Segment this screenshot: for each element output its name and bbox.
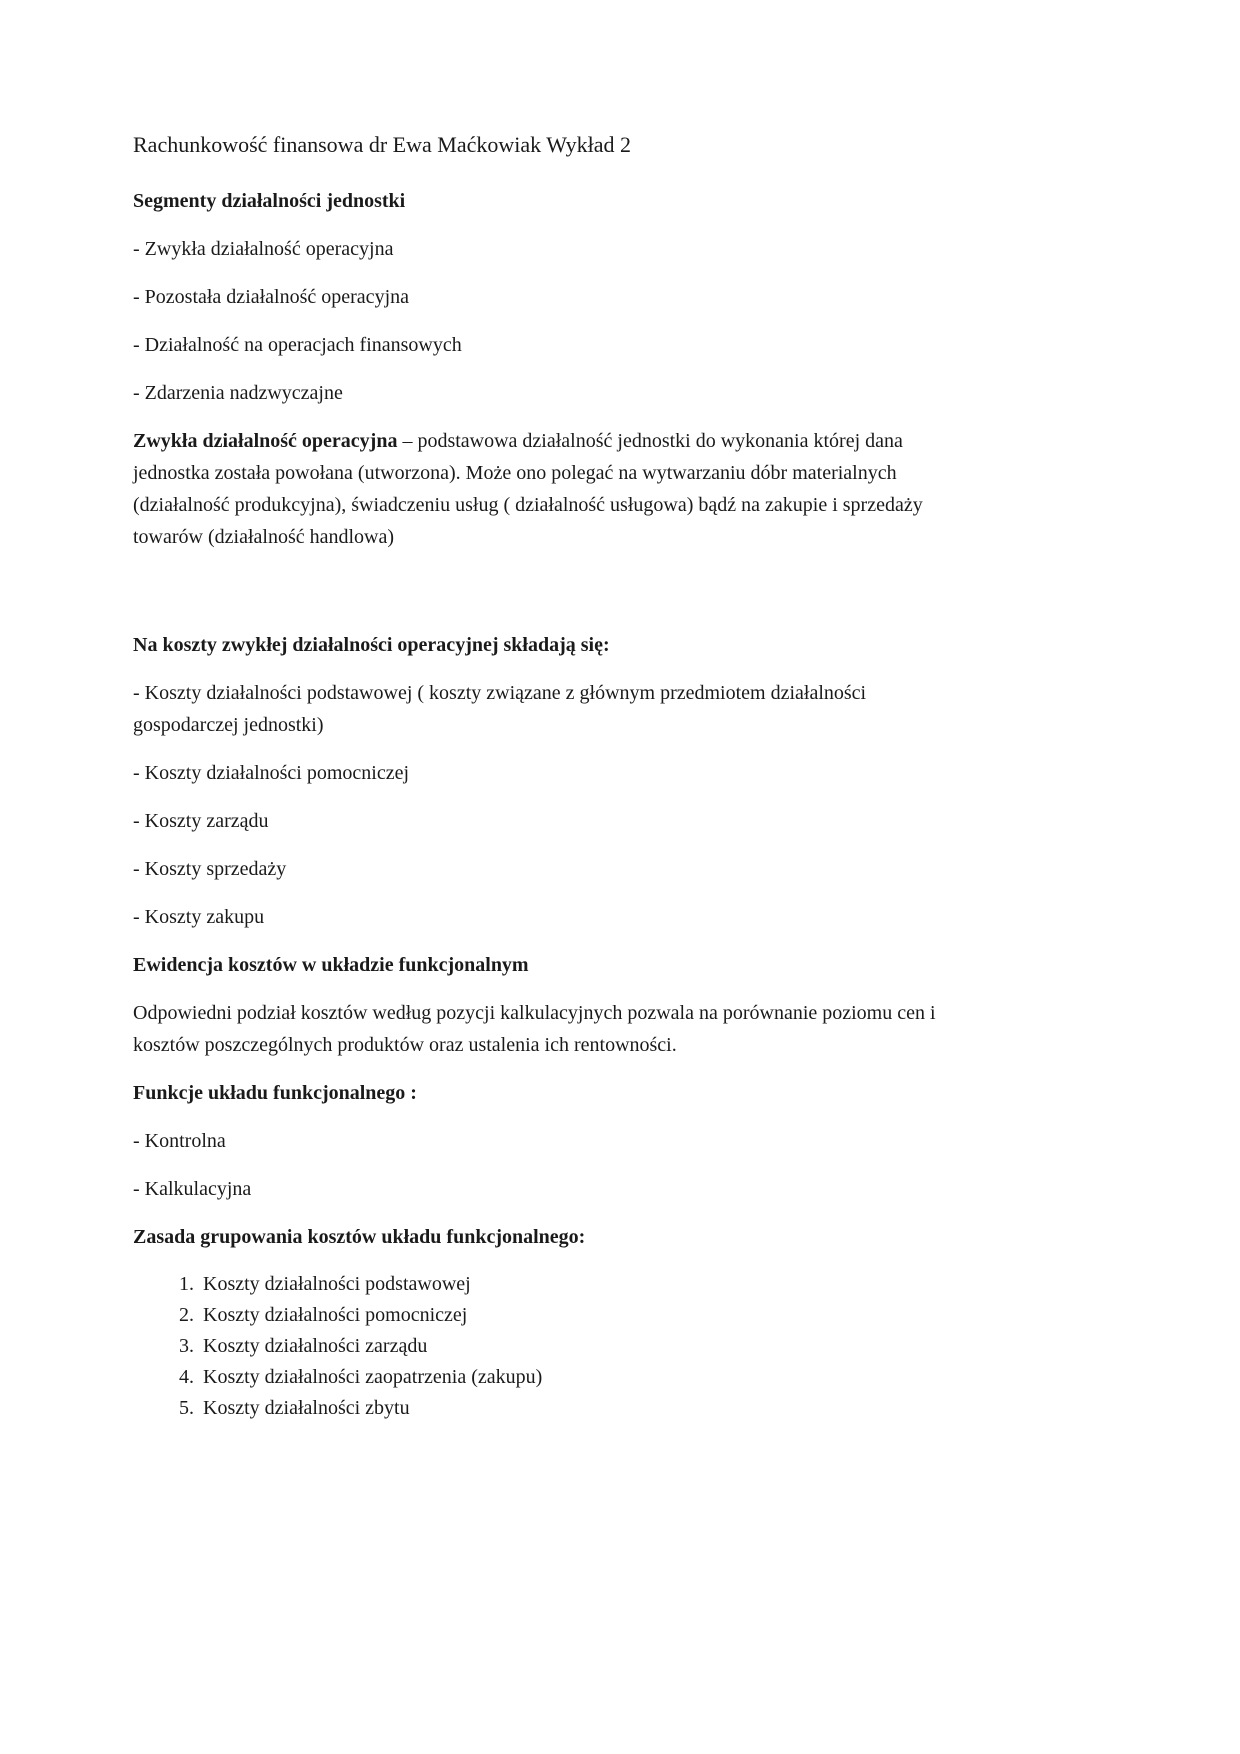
section-heading-ewidencja: Ewidencja kosztów w układzie funkcjonalnym bbox=[133, 954, 529, 976]
list-item: - Pozostała działalność operacyjna bbox=[133, 286, 409, 308]
section-heading-zasada: Zasada grupowania kosztów układu funkcjonalnego: bbox=[133, 1226, 586, 1248]
document-title: Rachunkowość finansowa dr Ewa Maćkowiak Wykład 2 bbox=[133, 132, 632, 157]
list-item: - Kontrolna bbox=[133, 1130, 226, 1152]
paragraph-body-text: – podstawowa działalność jednostki do wykonania której dana jednostka została powołana (utworzona). Może ono polegać na wytwarzaniu dóbr materialnych (działalność produkcyjna), świadczeniu usług ( działalność usługowa) bądź na zakupie i sprzedaży towarów (działalność handlowa) bbox=[133, 430, 923, 548]
numbered-list-item: 2. Koszty działalności pomocniczej bbox=[199, 1300, 960, 1331]
list-item: - Koszty działalności podstawowej ( koszty związane z głównym przedmiotem działalności gospodarczej jednostki) bbox=[133, 682, 867, 736]
list-item: - Koszty sprzedaży bbox=[133, 858, 287, 880]
blank-space bbox=[133, 569, 960, 629]
section-heading-funkcje: Funkcje układu funkcjonalnego : bbox=[133, 1082, 417, 1104]
paragraph-zwykla-dzialalnosc bbox=[133, 425, 960, 553]
list-item: - Zdarzenia nadzwyczajne bbox=[133, 382, 343, 404]
list-item: - Kalkulacyjna bbox=[133, 1178, 252, 1200]
numbered-list bbox=[133, 1269, 960, 1424]
numbered-list-item: 5. Koszty działalności zbytu bbox=[199, 1393, 960, 1424]
list-item: - Zwykła działalność operacyjna bbox=[133, 238, 394, 260]
paragraph-lead-bold: Zwykła działalność operacyjna bbox=[133, 430, 398, 452]
section-heading-koszty: Na koszty zwykłej działalności operacyjnej składają się: bbox=[133, 634, 610, 656]
paragraph-ewidencja: Odpowiedni podział kosztów według pozycji kalkulacyjnych pozwala na porównanie poziomu cen i kosztów poszczególnych produktów oraz ustalenia ich rentowności. bbox=[133, 1002, 936, 1056]
section-heading-segmenty: Segmenty działalności jednostki bbox=[133, 190, 406, 212]
list-item: - Koszty działalności pomocniczej bbox=[133, 762, 410, 784]
numbered-list-item: 4. Koszty działalności zaopatrzenia (zakupu) bbox=[199, 1362, 960, 1393]
numbered-list-item: 3. Koszty działalności zarządu bbox=[199, 1331, 960, 1362]
list-item: - Koszty zakupu bbox=[133, 906, 265, 928]
list-item: - Koszty zarządu bbox=[133, 810, 269, 832]
list-item: - Działalność na operacjach finansowych bbox=[133, 334, 462, 356]
numbered-list-item: 1. Koszty działalności podstawowej bbox=[199, 1269, 960, 1300]
